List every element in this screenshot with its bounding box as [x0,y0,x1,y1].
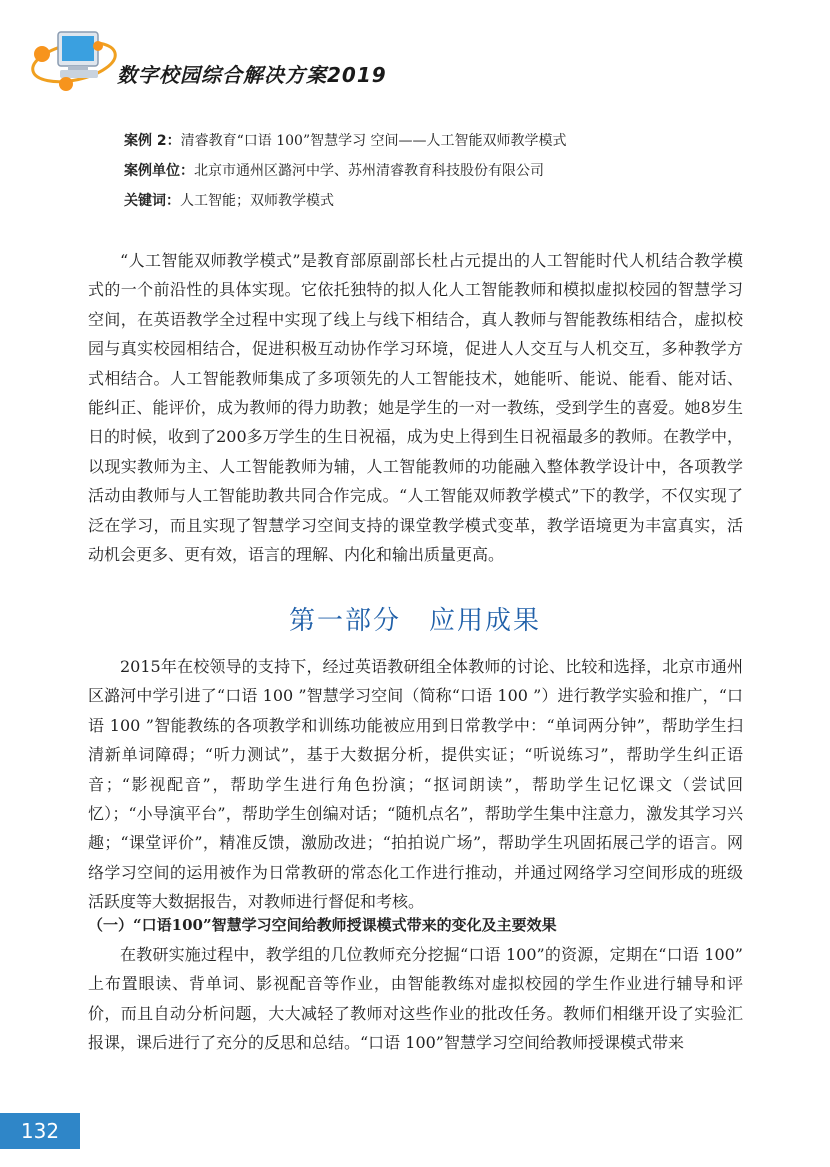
intro-paragraph: “人工智能双师教学模式”是教育部原副部长杜占元提出的人工智能时代人机结合教学模式的一个前沿性的具体实现。它依托独特的拟人化人工智能教师和模拟虚拟校园的智慧学习空间，在英语教学全过程中实现了线上与线下相结合，真人教师与智能教练相结合，虚拟校园与真实校园相结合，促进积极互动协作学习环境，促进人人交互与人机交互，多种教学方式相结合。人工智能教师集成了多项领先的人工智能技术，她能听、能说、能看、能对话、能纠正、能评价，成为教师的得力助教；她是学生的一对一教练，受到学生的喜爱。她8岁生日的时候，收到了200多万学生的生日祝福，成为史上得到生日祝福最多的教师。在教学中，以现实教师为主、人工智能教师为辅，人工智能教师的功能融入整体教学设计中，各项教学活动由教师与人工智能助教共同合作完成。“人工智能双师教学模式”下的教学，不仅实现了泛在学习，而且实现了智慧学习空间支持的课堂教学模式变革，教学语境更为丰富真实，活动机会更多、更有效，语言的理解、内化和输出质量更高。 [88,251,743,565]
case-unit-value: 北京市通州区潞河中学、苏州清睿教育科技股份有限公司 [194,163,544,179]
computer-monitor-orbit-icon [28,18,120,98]
case-label: 案例 2： [124,133,181,149]
case-unit-label: 案例单位： [124,163,194,179]
page-number: 132 [0,1113,80,1149]
keywords-label: 关键词： [124,193,180,209]
results-paragraph: 2015年在校领导的支持下，经过英语教研组全体教师的讨论、比较和选择，北京市通州区潞河中学引进了“口语 100 ”智慧学习空间（简称“口语 100 ”）进行教学实验和推广，“口语 100 ”智能教练的各项教学和训练功能被应用到日常教学中：“单词两分钟”，帮助学生扫清新单词障碍；“听力测试”，基于大数据分析，提供实证；“听说练习”，帮助学生纠正语音；“影视配音”，帮助学生进行角色扮演；“抠词朗读”，帮助学生记忆课文（尝试回忆）；“小导演平台”，帮助学生创编对话；“随机点名”，帮助学生集中注意力，激发其学习兴趣；“课堂评价”，精准反馈，激励改进；“拍拍说广场”，帮助学生巩固拓展己学的语言。网络学习空间的运用被作为日常教研的常态化工作进行推动，并通过网络学习空间形成的班级活跃度等大数据报告，对教师进行督促和考核。 [88,657,743,912]
sub-paragraph: 在教研实施过程中，教学组的几位教师充分挖掘“口语 100”的资源，定期在“口语 100” 上布置眼读、背单词、影视配音等作业，由智能教练对虚拟校园的学生作业进行辅导和评价，而且自动分析问题，大大减轻了教师对这些作业的批改任务。教师们相继开设了实验汇报课，课后进行了充分的反思和总结。“口语 100”智慧学习空间给教师授课模式带来 [88,945,743,1053]
section-title: 第一部分 应用成果 [288,606,541,636]
case-line [124,131,764,151]
case-unit-line [124,161,764,181]
keywords-value: 人工智能；双师教学模式 [180,193,334,209]
case-value: 清睿教育“口语 100”智慧学习 空间——人工智能双师教学模式 [180,133,567,149]
running-header-title: 数字校园综合解决方案2019 [117,63,387,87]
keywords-line [124,191,764,211]
sub-heading: （一）“口语100”智慧学习空间给教师授课模式带来的变化及主要效果 [88,916,557,934]
